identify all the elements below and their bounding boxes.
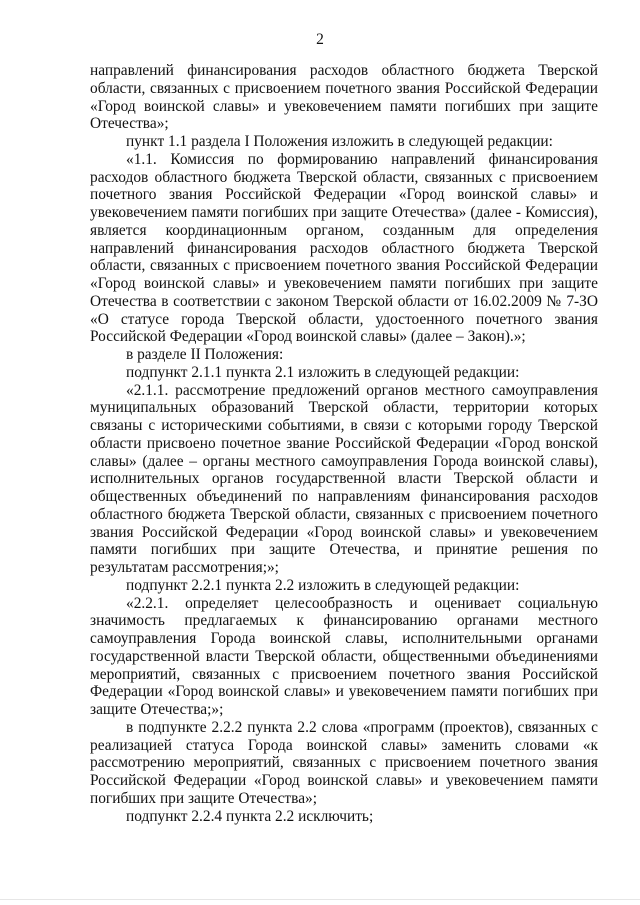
paragraph-6: «2.1.1. рассмотрение предложений органов местного самоуправления муниципальных образований Тверской области, территории которых связаны с историческими событиями, в связи с которыми городу Тверской области присвоено почетное звание Российской Федерации «Город вонской славы» (далее – органы местного самоуправления Города воинской славы), исполнительных органов государственной власти Тверской области и общественных объединений по направлениям финансирования расходов областного бюджета Тверской области, связанных с присвоением почетного звания Российской Федерации «Город воинской славы» и увековечением памяти погибших при защите Отечества, и принятие решения по результатам рассмотрения;»; (90, 381, 598, 576)
scan-edge-line (0, 899, 640, 900)
paragraph-8: «2.2.1. определяет целесообразность и оценивает социальную значимость предлагаемых к финансированию органами местного самоуправления Города воинской славы, исполнительными органами государственной власти Тверской области, общественными объединениями мероприятий, связанных с присвоением почетного звания Российской Федерации «Город воинской славы» и увековечением памяти погибших при защите Отечества;»; (90, 594, 598, 718)
paragraph-9: в подпункте 2.2.2 пункта 2.2 слова «программ (проектов), связанных с реализацией статуса Города воинской славы» заменить словами «к рассмотрению мероприятий, связанных с присвоением почетного звания Российской Федерации «Город воинской славы» и увековечением памяти погибших при защите Отечества»; (90, 718, 598, 807)
paragraph-5: подпункт 2.1.1 пункта 2.1 изложить в следующей редакции: (126, 363, 520, 381)
document-body (90, 62, 598, 825)
paragraph-7: подпункт 2.2.1 пункта 2.2 изложить в следующей редакции: (126, 576, 520, 594)
paragraph-4: в разделе II Положения: (126, 346, 284, 363)
paragraph-1: направлений финансирования расходов областного бюджета Тверской области, связанных с присвоением почетного звания Российской Федерации «Город воинской славы» и увековечением памяти погибших при защите Отечества»; (90, 62, 598, 133)
paragraph-2: пункт 1.1 раздела I Положения изложить в следующей редакции: (126, 133, 553, 150)
page-number: 2 (316, 31, 324, 48)
paragraph-3: «1.1. Комиссия по формированию направлений финансирования расходов областного бюджета Тверской области, связанных с присвоением почетного звания Российской Федерации «Город воинской славы» и увековечением памяти погибших при защите Отечества» (далее - Комиссия), является координационным органом, созданным для определения направлений финансирования расходов областного бюджета Тверской области, связанных с присвоением почетного звания Российской Федерации «Город воинской славы» и увековечением памяти погибших при защите Отечества в соответствии с законом Тверской области от 16.02.2009 № 7-ЗО «О статусе города Тверской области, удостоенного почетного звания Российской Федерации «Город воинской славы» (далее – Закон).»; (90, 150, 598, 346)
paragraph-10: подпункт 2.2.4 пункта 2.2 исключить; (126, 807, 374, 825)
